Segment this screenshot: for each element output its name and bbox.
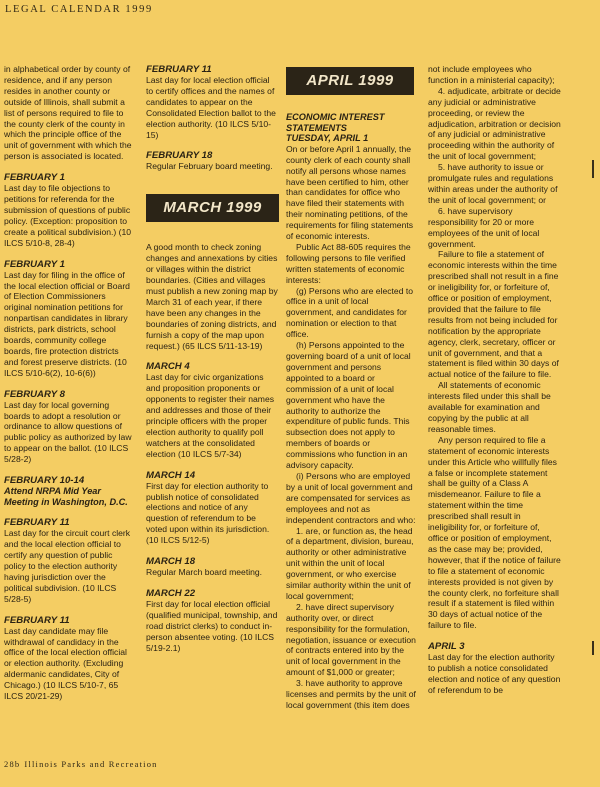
paragraph: 4. adjudicate, arbitrate or decide any judicial or administrative proceeding, or review the adjudication, arbitration or decision of any judicial or administrative proceeding within the authority of the unit of local government;: [428, 85, 561, 162]
entry-text: Last day for filing in the office of the local election official or Board of Election Commissioners original nomination petitions for nonpartisan candidates in library districts, park districts, school boards, community college boards, fire protection districts and forest preserve districts. (10 ILCS 5/10-6(2), 10-6(6)): [4, 269, 130, 378]
entry-heading: FEBRUARY 11: [4, 517, 70, 529]
entry-text: Last day for the circuit court clerk and the local election official to certify any question of public policy to the election authority having jurisdiction over the political subdivision. (10 ILCS 5/28-5): [4, 528, 131, 604]
column-2: [146, 64, 279, 654]
page-number: 28b: [4, 759, 21, 769]
entry-heading: MARCH 18: [146, 556, 196, 568]
paragraph: Any person required to file a statement of economic interests under this Article who willfully files a false or incomplete statement shall be guilty of a Class A misdemeanor. Failure to file a statement within the time prescribed shall result in ineligibility for, or forfeiture of, office or position of employment, as the case may be; provided, however, that if the notice of failure to file a statement of economic interests provided is not given by the county clerk, no forfeiture shall result if a statement is filed within 30 days of actual notice of the failure to file.: [428, 434, 561, 631]
paragraph: 5. have authority to issue or promulgate rules and regulations within areas under the authority of the unit of local government; or: [428, 162, 558, 205]
entry-subheading: Attend NRPA Mid Year Meeting in Washington, D.C.: [4, 486, 128, 507]
column-4: [428, 64, 562, 696]
entry-heading: MARCH 22: [146, 588, 196, 599]
entry-text: Regular February board meeting.: [146, 161, 273, 172]
section-date: TUESDAY, APRIL 1: [286, 133, 369, 144]
entry-text: Last day for civic organizations and proposition proponents or opponents to register their names and addresses and those of their principle officers with the proper election authority to qualify poll watchers at the consolidated election (10 ILCS 5/7-34): [146, 372, 275, 459]
publication-name: Illinois Parks and Recreation: [24, 759, 158, 769]
entry-heading: FEBRUARY 11: [4, 614, 70, 626]
paragraph: (i) Persons who are employed by a unit of local government and are compensated for services as employees and not as independent contractors and who:: [286, 470, 416, 525]
march-intro: A good month to check zoning changes and annexations by cities or villages within the district boundaries. (Cities and villages must publish a new zoning map by March 31 of each year, if there have been any changes in the boundaries of zoning districts, and furnish a copy of the map upon request.) (65 ILCS 5/11-13-19): [146, 242, 278, 351]
entry-text: First day for election authority to publish notice of consolidated elections and notice of any question of referendum to be voted upon within its jurisdiction. (10 ILCS 5/12-5): [146, 480, 270, 546]
entry-heading: FEBRUARY 11: [146, 64, 212, 75]
paragraph: (g) Persons who are elected to office in a unit of local government, and candidates for nomination or election to that office.: [286, 285, 414, 340]
paragraph: 3. have authority to approve licenses and permits by the unit of local government (this item does: [286, 678, 416, 710]
running-head: LEGAL CALENDAR 1999: [5, 4, 153, 15]
column-3: [286, 112, 417, 711]
paragraph: 2. have direct supervisory authority over, or direct responsibility for the formulation, negotiation, issuance or execution of contracts entered into by the unit of local government in the amount of $1,000 or greater;: [286, 601, 416, 678]
entry-heading: FEBRUARY 1: [4, 258, 65, 270]
margin-mark: [592, 160, 594, 178]
paragraph: All statements of economic interests filed under this shall be available for examination and copying by the public at all reasonable times.: [428, 380, 551, 434]
page-footer: [4, 759, 158, 769]
entry-text: Last day to file objections to petitions for referenda for the submission of questions of public policy. (Exception: proposition to create a political subdivision.) (10 ILCS 5/10-8, 28-4): [4, 183, 132, 248]
entry-heading: MARCH 14: [146, 469, 196, 481]
entry-text: Last day for local governing boards to adopt a resolution or ordinance to allow questions of public policy as authorized by law to appear on the ballot. (10 ILCS 5/28-2): [4, 399, 132, 465]
col1-intro: in alphabetical order by county of residence, and if any person resides in another county or outside of Illinois, shall submit a list of persons required to file to the county clerk of the county in which the principle office of the unit of government with which the person is associated is located.: [4, 64, 132, 162]
paragraph: 6. have supervisory responsibility for 20 or more employees of the unit of local government.: [428, 205, 540, 249]
entry-heading: MARCH 4: [146, 361, 190, 373]
entry-heading: APRIL 3: [428, 641, 465, 653]
entry-heading: FEBRUARY 10-14: [4, 475, 85, 487]
month-banner-march: MARCH 1999: [146, 194, 279, 222]
entry-heading: FEBRUARY 18: [146, 150, 213, 162]
margin-mark: [592, 641, 594, 655]
paragraph: (h) Persons appointed to the governing board of a unit of local government and persons appointed to a board or commission of a unit of local government who have the authority to authorize the expenditure of public funds. This subsection does not apply to members of boards or commissions who function in an advisory capacity.: [286, 340, 411, 471]
entry-text: Regular March board meeting.: [146, 567, 263, 578]
entry-text: First day for local election official (qualified municipal, township, and road district clerks) to conduct in-person absentee voting. (10 ILCS 5/19-2.1): [146, 599, 278, 653]
entry-text: Last day candidate may file withdrawal of candidacy in the office of the local election official or election authority. (Excluding aldermanic candidates, City of Chicago.) (10 ILCS 5/10-7, 65 ILCS 20/21-29): [4, 625, 127, 702]
paragraph: On or before April 1 annually, the county clerk of each county shall notify all persons whose names have been certified to him, other than candidates for office who have filed their statements with their nominating petitions, of the requirements for filing statements of economic interests.: [286, 143, 414, 242]
month-banner-april: APRIL 1999: [286, 67, 414, 95]
section-heading: ECONOMIC INTEREST STATEMENTS: [286, 112, 385, 133]
paragraph: 1. are, or function as, the head of a department, division, bureau, authority or other administrative unit within the unit of local government, or who exercise similar authority within the unit of local government;: [286, 525, 414, 601]
entry-heading: FEBRUARY 1: [4, 172, 65, 184]
entry-text: Last day for the election authority to publish a notice consolidated election and notice of any question of referendum to be: [428, 652, 561, 695]
entry-text: Last day for local election official to certify offices and the names of candidates to appear on the Consolidated Election ballot to the election authority. (10 ILCS 5/10-15): [146, 75, 276, 140]
entry-heading: FEBRUARY 8: [4, 388, 65, 400]
paragraph: Public Act 88-605 requires the following persons to file verified written statements of economic interests:: [286, 241, 411, 285]
paragraph: not include employees who function in a ministerial capacity);: [428, 64, 555, 85]
paragraph: Failure to file a statement of economic interests within the time prescribed shall not result in a fine or ineligibility for, or forfeiture of, office or position of employment, provided that the failure to file results from not being included for notification by the appropriate agency, clerk, secretary, officer or unit of government, and that a statement is filed within 30 days of actual notice of the failure to file.: [428, 249, 559, 380]
column-1: [4, 64, 135, 702]
